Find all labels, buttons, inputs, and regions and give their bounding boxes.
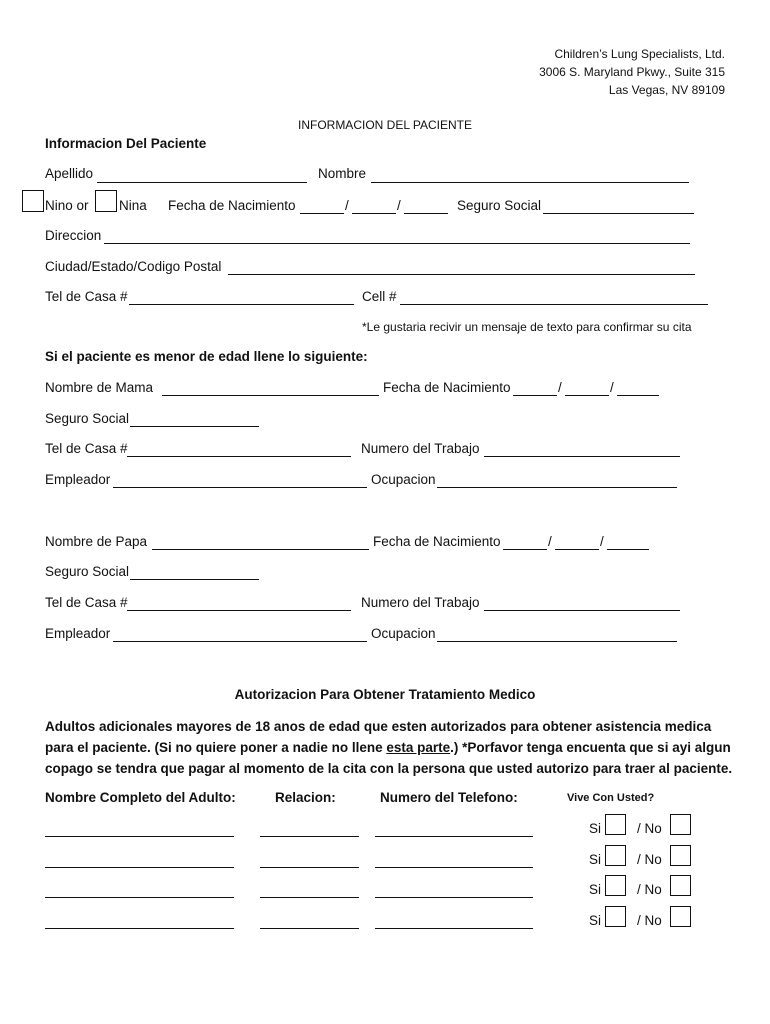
ciudad-label: Ciudad/Estado/Codigo Postal (45, 259, 222, 274)
father-ssn-field[interactable] (130, 579, 259, 580)
nombre-label: Nombre (318, 166, 367, 181)
dob-year-field[interactable] (404, 213, 448, 214)
father-tel-field[interactable] (127, 610, 351, 611)
nombre-field[interactable] (371, 182, 689, 183)
father-tel-label: Tel de Casa # (45, 595, 128, 610)
adult-relacion-field[interactable] (260, 867, 359, 868)
col-relacion: Relacion: (275, 790, 336, 805)
ciudad-field[interactable] (228, 274, 695, 275)
mother-occupation-label: Ocupacion (371, 472, 436, 487)
adult-phone-field[interactable] (375, 867, 533, 868)
si-checkbox[interactable] (605, 845, 626, 866)
father-occupation-label: Ocupacion (371, 626, 436, 641)
mother-dob-month-field[interactable] (513, 395, 557, 396)
mother-occupation-field[interactable] (437, 487, 677, 488)
cell-label: Cell # (362, 289, 397, 304)
col-vive: Vive Con Usted? (567, 792, 655, 804)
mother-work-label: Numero del Trabajo (361, 441, 480, 456)
mother-name-label: Nombre de Mama (45, 380, 154, 395)
authorization-title: Autorizacion Para Obtener Tratamiento Medico (234, 687, 536, 702)
mother-tel-label: Tel de Casa # (45, 441, 128, 456)
dob-month-field[interactable] (300, 213, 344, 214)
father-name-field[interactable] (152, 549, 369, 550)
dob-label: Fecha de Nacimiento (168, 198, 296, 213)
ssn-label: Seguro Social (457, 198, 542, 213)
si-label: Si (589, 913, 602, 928)
no-label: / No (637, 913, 662, 928)
no-checkbox[interactable] (670, 906, 691, 927)
mother-work-field[interactable] (484, 456, 680, 457)
adult-relacion-field[interactable] (260, 928, 359, 929)
mother-dob-day-field[interactable] (565, 395, 609, 396)
no-label: / No (637, 821, 662, 836)
no-checkbox[interactable] (670, 814, 691, 835)
form-title: INFORMACION DEL PACIENTE (297, 118, 473, 132)
adult-relacion-field[interactable] (260, 836, 359, 837)
father-occupation-field[interactable] (437, 641, 677, 642)
father-work-label: Numero del Trabajo (361, 595, 480, 610)
adult-name-field[interactable] (45, 836, 234, 837)
father-dob-label: Fecha de Nacimiento (373, 534, 501, 549)
col-adult-name: Nombre Completo del Adulto: (45, 790, 236, 805)
father-work-field[interactable] (484, 610, 680, 611)
no-label: / No (637, 852, 662, 867)
si-checkbox[interactable] (605, 906, 626, 927)
father-dob-year-field[interactable] (607, 549, 649, 550)
si-checkbox[interactable] (605, 875, 626, 896)
father-ssn-label: Seguro Social (45, 564, 130, 579)
mother-dob-label: Fecha de Nacimiento (383, 380, 511, 395)
nina-checkbox[interactable] (95, 190, 117, 212)
mother-ssn-field[interactable] (130, 426, 259, 427)
tel-casa-label: Tel de Casa # (45, 289, 128, 304)
si-checkbox[interactable] (605, 814, 626, 835)
father-name-label: Nombre de Papa (45, 534, 148, 549)
adult-phone-field[interactable] (375, 928, 533, 929)
mother-name-field[interactable] (162, 395, 379, 396)
clinic-name: Children’s Lung Specialists, Ltd. (554, 47, 725, 61)
si-label: Si (589, 821, 602, 836)
mother-employer-field[interactable] (113, 487, 367, 488)
clinic-city: Las Vegas, NV 89109 (608, 83, 725, 97)
authorization-paragraph: Adultos adicionales mayores de 18 anos de edad que esten autorizados para obtener asistencia medica para el paciente. (Si no quiere poner a nadie no llene esta parte.) *Porfavor tenga encuenta que si ayi algun copago se tendra que pagar al momento de la cita con la persona que usted autorizo para traer al paciente. (45, 719, 733, 776)
adult-name-field[interactable] (45, 867, 234, 868)
patient-section-heading: Informacion Del Paciente (45, 136, 207, 151)
mother-employer-label: Empleador (45, 472, 111, 487)
nino-label: Nino or (45, 198, 89, 213)
clinic-street: 3006 S. Maryland Pkwy., Suite 315 (539, 65, 725, 79)
direccion-field[interactable] (104, 243, 690, 244)
adult-name-field[interactable] (45, 897, 234, 898)
nina-label: Nina (119, 198, 147, 213)
cell-field[interactable] (400, 304, 708, 305)
father-employer-label: Empleador (45, 626, 111, 641)
adult-phone-field[interactable] (375, 836, 533, 837)
direccion-label: Direccion (45, 228, 102, 243)
si-label: Si (589, 882, 602, 897)
adult-name-field[interactable] (45, 928, 234, 929)
si-label: Si (589, 852, 602, 867)
mother-dob-year-field[interactable] (617, 395, 659, 396)
esta-parte-underline: esta parte (386, 740, 451, 755)
mother-ssn-label: Seguro Social (45, 411, 130, 426)
mother-tel-field[interactable] (127, 456, 351, 457)
father-dob-month-field[interactable] (503, 549, 547, 550)
ssn-field[interactable] (543, 213, 694, 214)
no-label: / No (637, 882, 662, 897)
nino-checkbox[interactable] (22, 190, 44, 212)
adult-relacion-field[interactable] (260, 897, 359, 898)
father-dob-day-field[interactable] (555, 549, 599, 550)
apellido-label: Apellido (45, 166, 94, 181)
dob-day-field[interactable] (352, 213, 396, 214)
minor-heading: Si el paciente es menor de edad llene lo siguiente: (45, 349, 368, 364)
father-employer-field[interactable] (113, 641, 367, 642)
apellido-field[interactable] (97, 182, 307, 183)
sms-note: *Le gustaria recivir un mensaje de texto para confirmar su cita (362, 320, 692, 334)
tel-casa-field[interactable] (129, 304, 354, 305)
adult-phone-field[interactable] (375, 897, 533, 898)
no-checkbox[interactable] (670, 845, 691, 866)
col-phone: Numero del Telefono: (380, 790, 518, 805)
no-checkbox[interactable] (670, 875, 691, 896)
